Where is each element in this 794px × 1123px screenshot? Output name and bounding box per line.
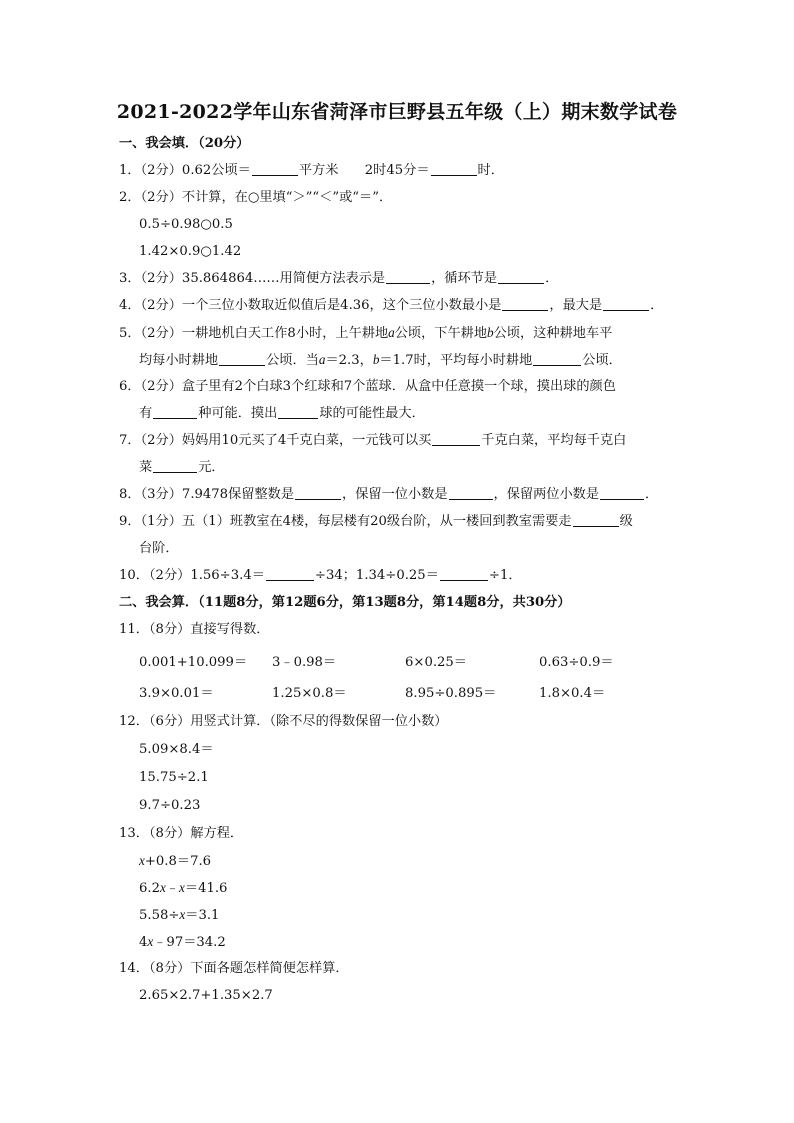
answer-blank[interactable] xyxy=(266,567,314,581)
question-5-line-2: 均每小时耕地 公顷．当a＝2.3，b＝1.7时，平均每小时耕地 公顷． xyxy=(139,352,622,368)
question-13: 13．（8分）解方程． xyxy=(119,826,244,841)
answer-blank[interactable] xyxy=(533,352,581,366)
answer-blank[interactable] xyxy=(498,270,544,284)
question-14-line-1: 2.65×2.7+1.35×2.7 xyxy=(139,988,273,1003)
question-14: 14．（8分）下面各题怎样简便怎样算． xyxy=(119,961,349,976)
answer-blank[interactable] xyxy=(502,297,548,311)
question-3: 3．（2分）35.864864……用简便方法表示是 ，循环节是 ． xyxy=(119,271,559,286)
answer-blank[interactable] xyxy=(432,432,480,446)
question-6-line-2: 有 种可能．摸出 球的可能性最大． xyxy=(139,406,425,421)
question-2: 2．（2分）不计算，在○里填“＞”“＜”或“＝”． xyxy=(119,190,393,205)
question-12-line-3: 9.7÷0.23 xyxy=(139,798,201,813)
question-10: 10．（2分）1.56÷3.4＝ ÷34；1.34÷0.25＝ ÷1． xyxy=(119,568,522,583)
answer-blank[interactable] xyxy=(440,567,488,581)
answer-blank[interactable] xyxy=(600,486,644,500)
question-6: 6．（2分）盒子里有2个白球3个红球和7个蓝球．从盒中任意摸一个球，摸出球的颜色 xyxy=(119,379,616,394)
question-2-line-1: 0.5÷0.98○0.5 xyxy=(139,217,233,232)
calc-item: 3﹣0.98＝ xyxy=(272,655,337,670)
question-9: 9．（1分）五（1）班教室在4楼，每层楼有20级台阶，从一楼回到教室需要走 级 xyxy=(119,514,633,529)
question-12-line-2: 15.75÷2.1 xyxy=(139,770,209,785)
equation-2: 6.2x﹣x＝41.6 xyxy=(139,880,228,896)
question-7: 7．（2分）妈妈用10元买了4千克白菜，一元钱可以买 千克白菜，平均每千克白 xyxy=(119,433,627,448)
equation-3: 5.58÷x＝3.1 xyxy=(139,907,220,923)
question-4: 4．（2分）一个三位小数取近似值后是4.36，这个三位小数最小是 ，最大是 ． xyxy=(119,298,664,313)
answer-blank[interactable] xyxy=(386,270,430,284)
question-7-line-2: 菜 元． xyxy=(139,460,225,475)
question-11: 11．（8分）直接写得数． xyxy=(119,622,270,637)
section-2-heading: 二、我会算．（11题8分，第12题6分，第13题8分，第14题8分，共30分） xyxy=(119,595,571,610)
calc-item: 0.63÷0.9＝ xyxy=(539,655,614,670)
exam-title: 2021-2022学年山东省菏泽市巨野县五年级（上）期末数学试卷 xyxy=(116,101,678,123)
calc-item: 6×0.25＝ xyxy=(405,655,467,670)
answer-blank[interactable] xyxy=(153,459,197,473)
answer-blank[interactable] xyxy=(252,162,298,176)
question-5: 5．（2分）一耕地机白天工作8小时，上午耕地a公顷，下午耕地b公顷，这种耕地车平 xyxy=(119,325,613,341)
answer-blank[interactable] xyxy=(278,405,318,419)
equation-1: x+0.8＝7.6 xyxy=(139,853,212,869)
answer-blank[interactable] xyxy=(153,405,197,419)
answer-blank[interactable] xyxy=(431,162,477,176)
question-2-line-2: 1.42×0.9○1.42 xyxy=(139,244,242,259)
answer-blank[interactable] xyxy=(295,486,341,500)
question-12-line-1: 5.09×8.4＝ xyxy=(139,742,214,757)
answer-blank[interactable] xyxy=(219,352,265,366)
calc-item: 1.8×0.4＝ xyxy=(539,686,606,701)
question-12: 12．（6分）用竖式计算．（除不尽的得数保留一位小数） xyxy=(119,714,448,729)
equation-4: 4x﹣97＝34.2 xyxy=(139,934,226,950)
answer-blank[interactable] xyxy=(573,513,619,527)
calc-item: 1.25×0.8＝ xyxy=(272,686,347,701)
section-1-heading: 一、我会填．（20分） xyxy=(119,136,250,151)
answer-blank[interactable] xyxy=(603,297,649,311)
calc-item: 0.001+10.099＝ xyxy=(139,655,248,670)
question-8: 8．（3分）7.9478保留整数是 ，保留一位小数是 ，保留两位小数是 ． xyxy=(119,487,659,502)
question-1: 1．（2分）0.62公顷＝ 平方米 2时45分＝ 时． xyxy=(119,163,504,178)
calc-item: 3.9×0.01＝ xyxy=(139,686,214,701)
calc-item: 8.95÷0.895＝ xyxy=(405,686,497,701)
question-9-line-2: 台阶． xyxy=(139,541,179,556)
answer-blank[interactable] xyxy=(449,486,493,500)
